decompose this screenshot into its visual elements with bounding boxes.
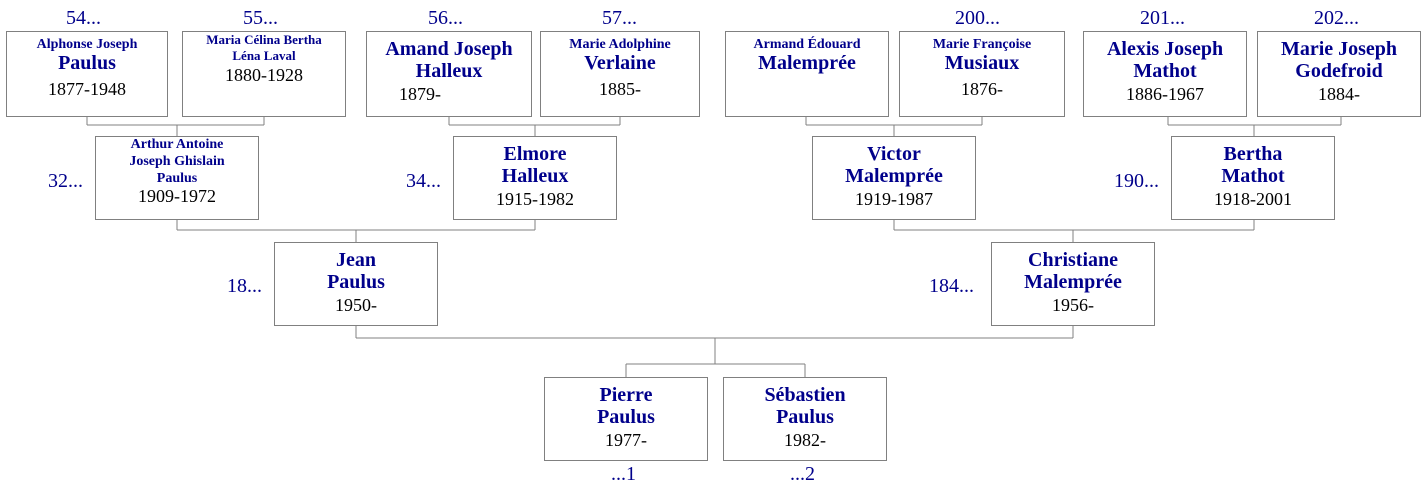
person-given-names: Maria Célina Bertha Léna Laval bbox=[206, 32, 322, 64]
person-surname: Halleux bbox=[415, 60, 483, 82]
ancestor-number-57[interactable]: 57... bbox=[602, 7, 637, 29]
person-surname: Verlaine bbox=[584, 52, 656, 75]
person-surname: Godefroid bbox=[1295, 60, 1383, 82]
person-surname: Mathot bbox=[1133, 60, 1197, 82]
ancestor-number-34[interactable]: 34... bbox=[406, 170, 441, 192]
person-dates: 1880-1928 bbox=[225, 64, 303, 85]
person-box-armand-edouard-malempree[interactable] bbox=[725, 31, 889, 117]
person-box-victor-malempree[interactable] bbox=[812, 136, 976, 220]
person-dates: 1879- bbox=[399, 84, 441, 104]
person-dates: 1885- bbox=[599, 79, 641, 100]
person-given-names: Pierre bbox=[599, 384, 653, 406]
person-dates: 1877-1948 bbox=[48, 79, 126, 100]
ancestor-number-55[interactable]: 55... bbox=[243, 7, 278, 29]
ancestor-number-56[interactable]: 56... bbox=[428, 7, 463, 29]
person-dates: 1886-1967 bbox=[1126, 84, 1204, 104]
person-given-names: Alexis Joseph bbox=[1106, 38, 1224, 60]
person-given-names: Jean bbox=[336, 249, 376, 271]
person-dates: 1919-1987 bbox=[855, 189, 933, 209]
person-surname: Paulus bbox=[327, 271, 385, 293]
person-surname: Musiaux bbox=[944, 52, 1020, 75]
ancestor-number-32[interactable]: 32... bbox=[48, 170, 83, 192]
person-box-arthur-antoine-paulus[interactable] bbox=[95, 136, 259, 220]
descendant-number-2[interactable]: ...2 bbox=[790, 463, 815, 485]
person-surname: Paulus bbox=[156, 170, 198, 186]
person-given-names: Armand Édouard bbox=[753, 37, 861, 52]
person-given-names: Alphonse Joseph bbox=[36, 37, 138, 52]
person-given-names: Marie Adolphine bbox=[569, 37, 671, 52]
person-box-jean-paulus[interactable] bbox=[274, 242, 438, 326]
person-dates: 1982- bbox=[784, 430, 826, 450]
person-given-names: Victor bbox=[867, 143, 921, 165]
person-dates: 1918-2001 bbox=[1214, 189, 1292, 209]
ancestor-number-201[interactable]: 201... bbox=[1140, 7, 1185, 29]
descendant-number-1[interactable]: ...1 bbox=[611, 463, 636, 485]
person-box-bertha-mathot[interactable] bbox=[1171, 136, 1335, 220]
person-box-christiane-malempree[interactable] bbox=[991, 242, 1155, 326]
person-box-marie-francoise-musiaux[interactable] bbox=[899, 31, 1065, 117]
person-given-names: Elmore bbox=[503, 143, 567, 165]
person-given-names: Christiane bbox=[1028, 249, 1118, 271]
person-box-maria-celina-laval[interactable] bbox=[182, 31, 346, 117]
person-surname: Paulus bbox=[776, 406, 834, 428]
person-surname: Paulus bbox=[58, 52, 116, 75]
ancestor-number-54[interactable]: 54... bbox=[66, 7, 101, 29]
person-given-names: Sébastien bbox=[764, 384, 846, 406]
person-surname: Malemprée bbox=[845, 165, 943, 187]
person-given-names: Bertha bbox=[1223, 143, 1283, 165]
person-box-marie-adolphine-verlaine[interactable] bbox=[540, 31, 700, 117]
person-dates: 1950- bbox=[335, 295, 377, 315]
ancestor-number-18[interactable]: 18... bbox=[227, 275, 262, 297]
ancestor-number-184[interactable]: 184... bbox=[929, 275, 974, 297]
person-given-names: Arthur Antoine Joseph Ghislain bbox=[129, 137, 225, 169]
person-box-marie-joseph-godefroid[interactable] bbox=[1257, 31, 1421, 117]
person-surname: Malemprée bbox=[758, 52, 856, 75]
person-box-alphonse-joseph-paulus[interactable] bbox=[6, 31, 168, 117]
person-box-sebastien-paulus[interactable] bbox=[723, 377, 887, 461]
person-box-pierre-paulus[interactable] bbox=[544, 377, 708, 461]
person-given-names: Marie Joseph bbox=[1280, 38, 1398, 60]
person-dates: 1956- bbox=[1052, 295, 1094, 315]
person-given-names: Marie Françoise bbox=[932, 37, 1032, 52]
ancestor-number-200[interactable]: 200... bbox=[955, 7, 1000, 29]
person-surname: Halleux bbox=[501, 165, 569, 187]
person-box-amand-joseph-halleux[interactable] bbox=[366, 31, 532, 117]
person-dates: 1915-1982 bbox=[496, 189, 574, 209]
ancestor-number-190[interactable]: 190... bbox=[1114, 170, 1159, 192]
person-dates: 1909-1972 bbox=[138, 186, 216, 207]
person-given-names: Amand Joseph bbox=[385, 38, 513, 60]
person-dates: 1884- bbox=[1318, 84, 1360, 104]
person-surname: Malemprée bbox=[1024, 271, 1122, 293]
ancestor-number-202[interactable]: 202... bbox=[1314, 7, 1359, 29]
person-dates: 1876- bbox=[961, 79, 1003, 100]
person-box-alexis-joseph-mathot[interactable] bbox=[1083, 31, 1247, 117]
person-surname: Mathot bbox=[1221, 165, 1285, 187]
person-dates: 1977- bbox=[605, 430, 647, 450]
person-box-elmore-halleux[interactable] bbox=[453, 136, 617, 220]
person-surname: Paulus bbox=[597, 406, 655, 428]
